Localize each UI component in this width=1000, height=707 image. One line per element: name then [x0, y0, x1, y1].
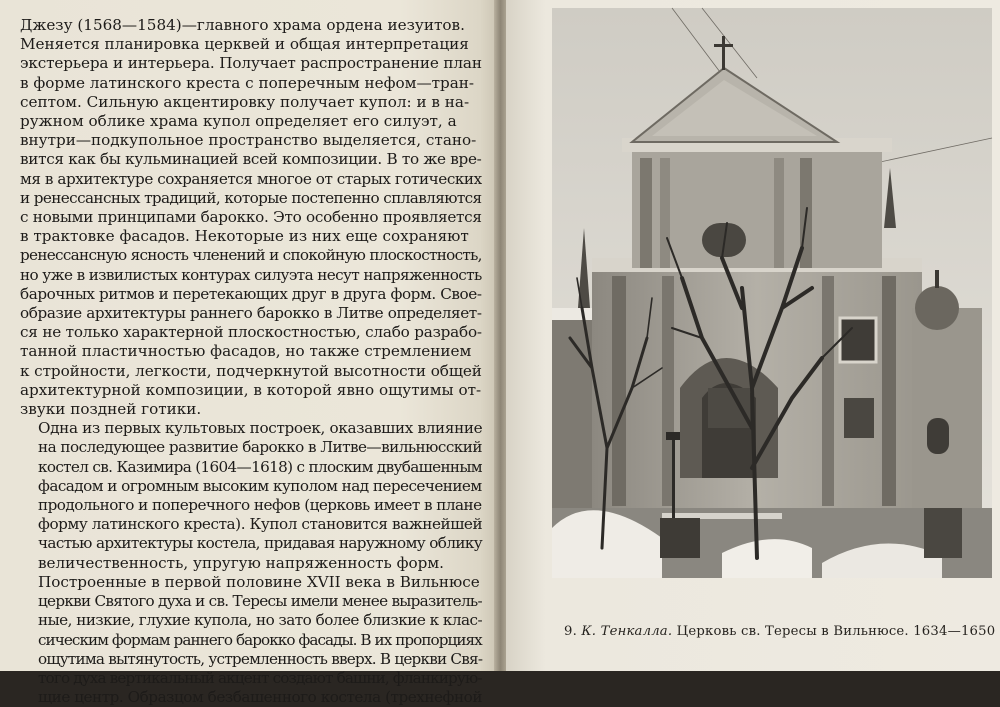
text-line: продольного и поперечного нефов (церковь имеет в плане	[38, 496, 482, 515]
text-line: Одна из первых культовых построек, оказавших влияние	[38, 419, 483, 438]
text-line: звуки поздней готики.	[20, 400, 202, 419]
text-line: ружном облике храма купол определяет его силуэт, а	[20, 112, 457, 131]
text-line: ся не только характерной плоскостностью, слабо разрабо-	[20, 323, 482, 342]
text-line: в форме латинского креста с поперечным нефом—тран-	[20, 73, 475, 92]
text-line: щие центр. Образцом безбашенного костела (трехнефной	[38, 688, 482, 707]
text-line: форму латинского креста). Купол становится важнейшей	[38, 515, 483, 534]
text-line: образие архитектуры раннего барокко в Литве определяет-	[20, 304, 482, 323]
text-line: архитектурной композиции, в которой явно ощутимы от-	[20, 380, 482, 399]
text-line: экстерьера и интерьера. Получает распространение план	[20, 54, 482, 73]
text-line: ренессансную ясность членений и спокойную плоскостность,	[20, 246, 482, 265]
text-line: ные, низкие, глухие купола, но зато более близкие к клас-	[38, 611, 483, 630]
text-line: вится как бы кульминацией всей композиции. В то же вре-	[20, 150, 482, 169]
text-line: сическим формам раннего барокко фасады. В их пропорциях	[38, 630, 482, 649]
caption-author: К. Тенкалла.	[581, 624, 673, 639]
text-line: септом. Сильную акцентировку получает купол: и в на-	[20, 92, 470, 111]
text-line: частью архитектуры костела, придавая наружному облику	[38, 534, 483, 553]
text-line: костел св. Казимира (1604—1618) с плоским двубашенным	[38, 457, 482, 476]
church-photograph	[552, 8, 992, 578]
figure-number: 9.	[564, 624, 577, 639]
paragraph	[20, 419, 482, 573]
text-line: Меняется планировка церквей и общая интерпретация	[20, 35, 469, 54]
text-line: церкви Святого духа и св. Тересы имели менее выразитель-	[38, 592, 482, 611]
text-line: барочных ритмов и перетекающих друг в друга форм. Свое-	[20, 284, 482, 303]
text-line: величественность, упругую напряженность форм.	[38, 553, 445, 572]
text-line: к стройности, легкости, подчеркнутой высотности общей	[20, 361, 482, 380]
text-line: того духа вертикальный акцент создают башни, фланкирую-	[38, 668, 482, 687]
text-line: но уже в извилистых контурах силуэта несут напряженность	[20, 265, 482, 284]
text-line: мя в архитектуре сохраняется многое от старых готических	[20, 169, 482, 188]
text-line: на последующее развитие барокко в Литве—вильнюсский	[38, 438, 482, 457]
figure-caption	[564, 624, 994, 639]
caption-text: Церковь св. Тересы в Вильнюсе. 1634—1650	[676, 624, 996, 639]
paragraph	[20, 16, 482, 419]
text-line: с новыми принципами барокко. Это особенно проявляется	[20, 208, 482, 227]
text-line: танной пластичностью фасадов, но также стремлением	[20, 342, 472, 361]
text-line: в трактовке фасадов. Некоторые из них еще сохраняют	[20, 227, 469, 246]
right-page	[506, 0, 1000, 671]
paragraph	[20, 573, 482, 707]
text-line: внутри—подкупольное пространство выделяется, стано-	[20, 131, 477, 150]
text-line: Джезу (1568—1584)—главного храма ордена иезуитов.	[20, 16, 465, 34]
text-column	[20, 16, 482, 707]
text-line: ощутима вытянутость, устремленность вверх. В церкви Свя-	[38, 649, 483, 668]
church-photo-drawing	[552, 8, 992, 578]
text-line: Построенные в первой половине XVII века в Вильнюсе	[38, 572, 480, 591]
text-line: фасадом и огромным высоким куполом над пересечением	[38, 476, 482, 495]
text-line: и ренессансных традиций, которые постепенно сплавляются	[20, 188, 482, 207]
